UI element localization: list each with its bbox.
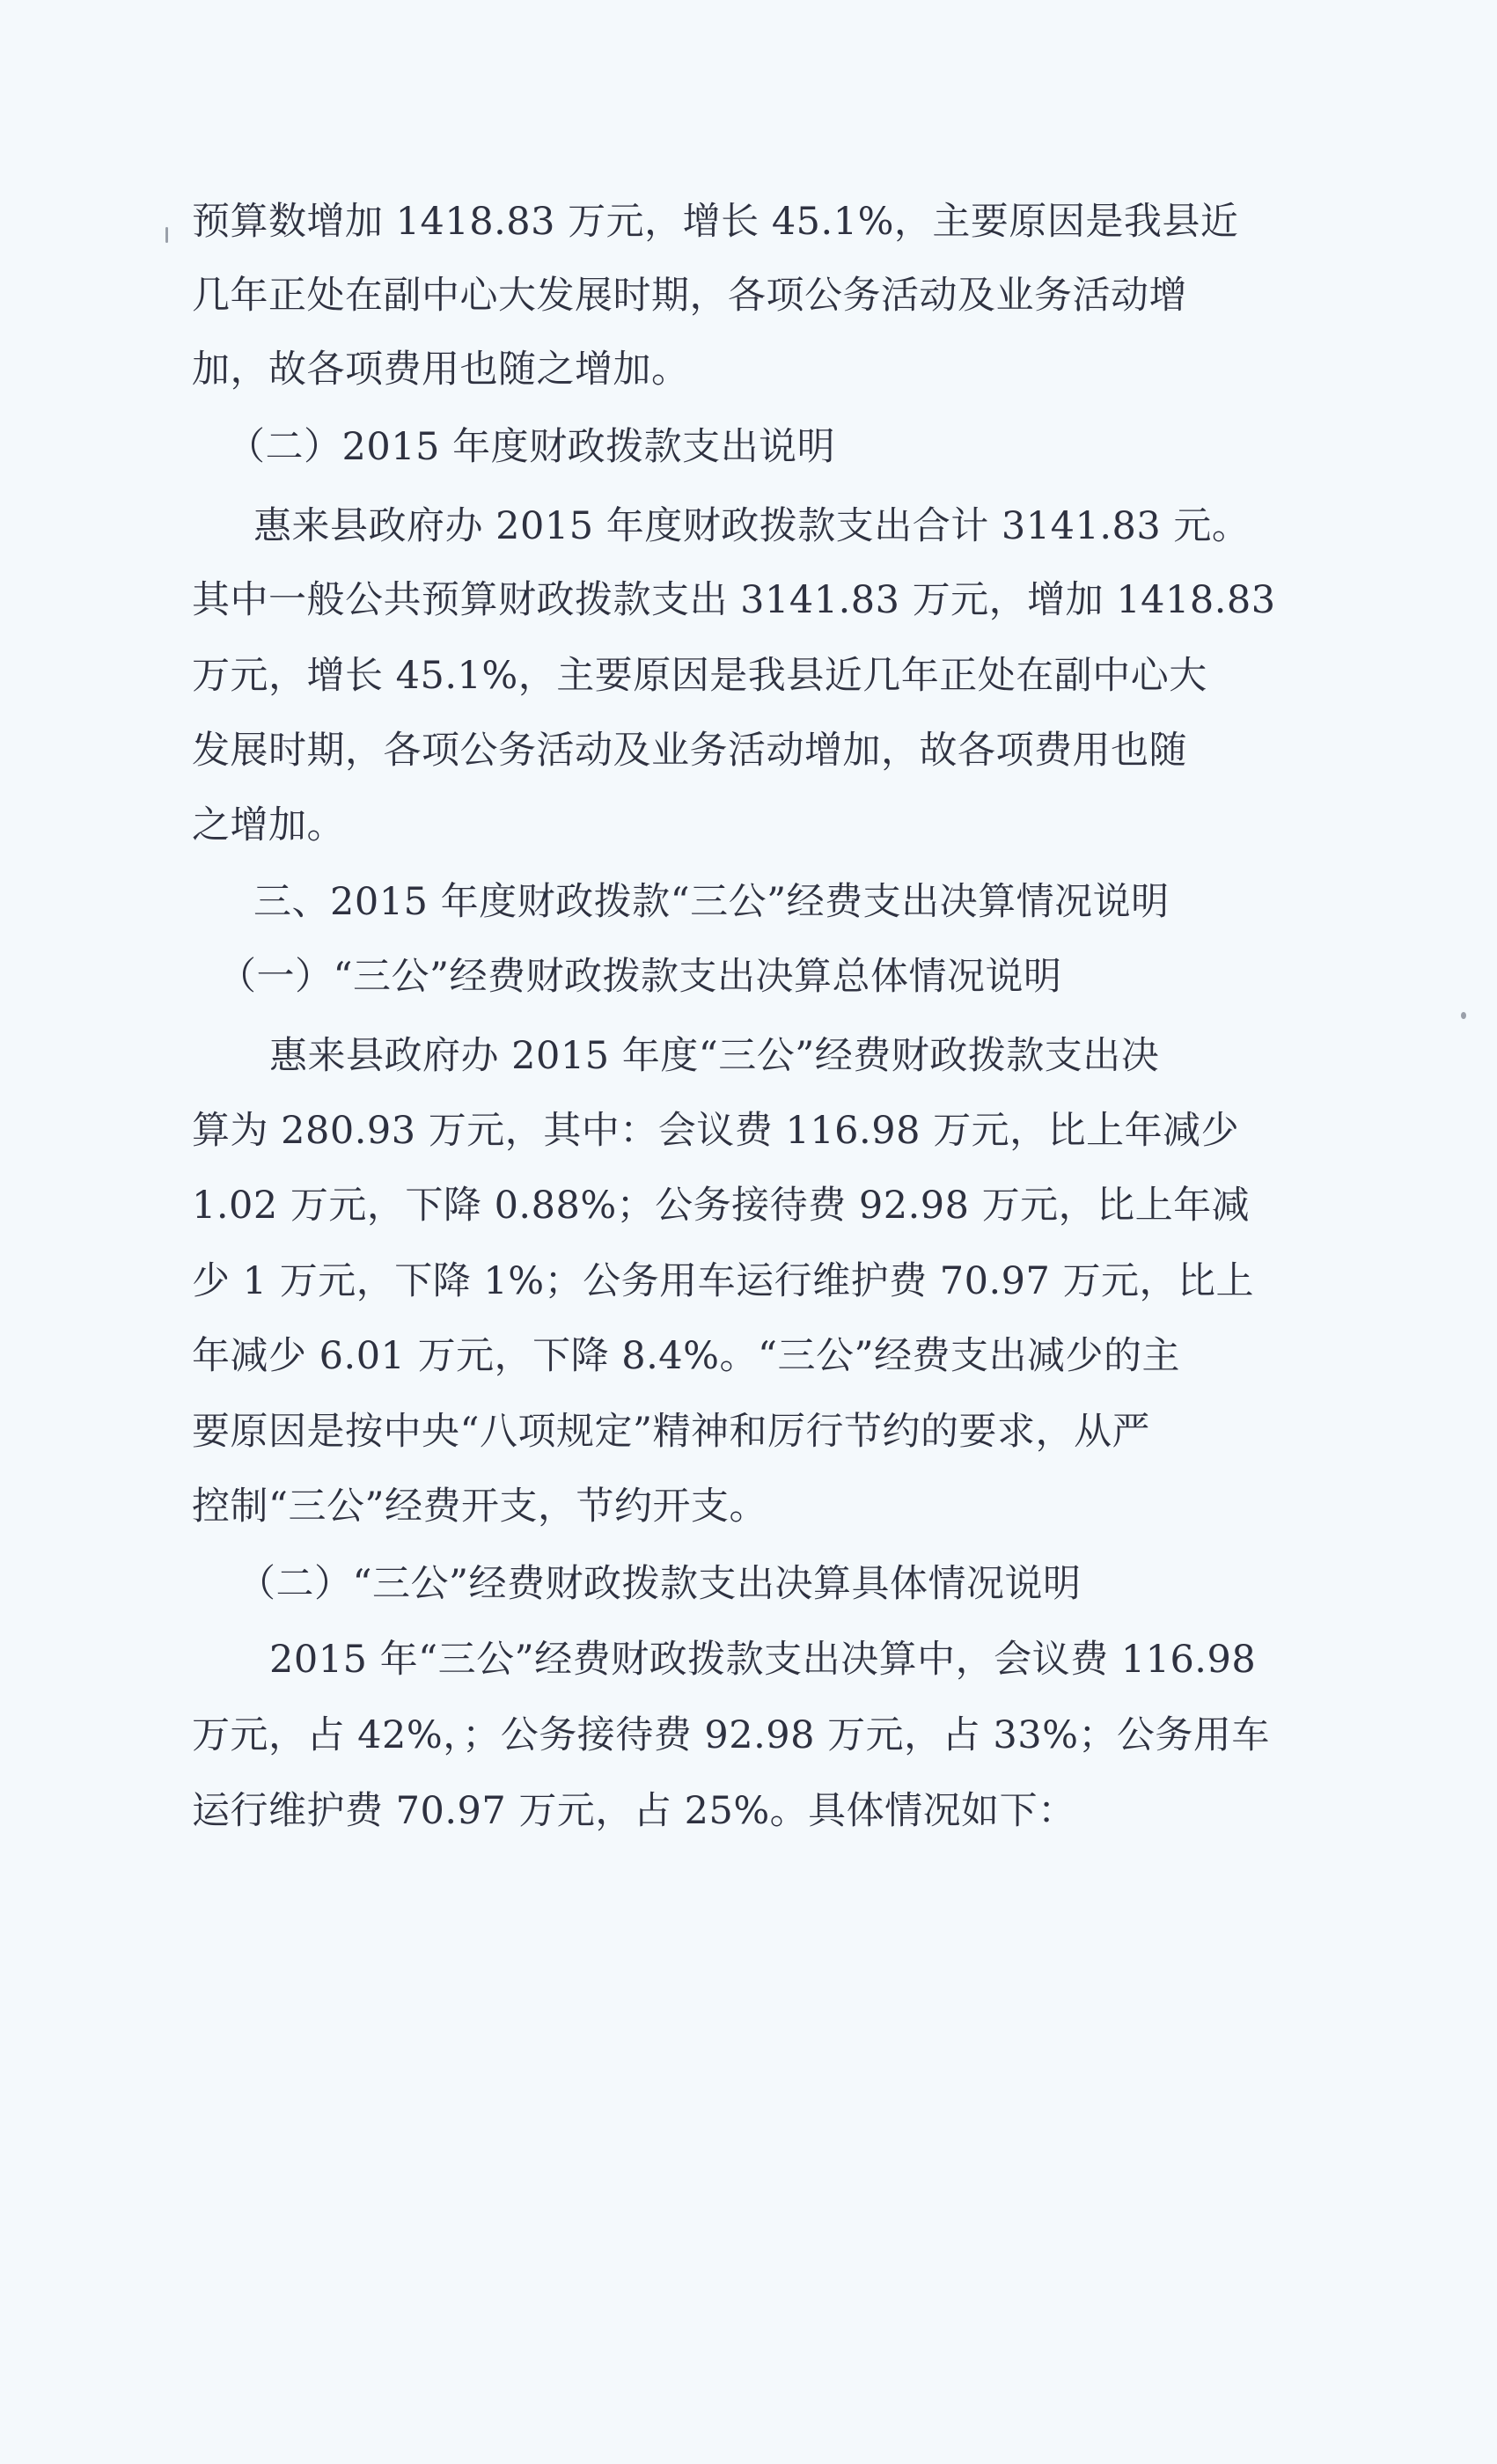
text-line-22: 运行维护费 70.97 万元，占 25%。具体情况如下：: [192, 1789, 1076, 1833]
text-line-17: 要原因是按中央“八项规定”精神和厉行节约的要求，从严: [192, 1410, 1150, 1454]
text-line-7: 万元，增长 45.1%，主要原因是我县近几年正处在副中心大: [192, 654, 1207, 698]
text-line-2: 几年正处在副中心大发展时期，各项公务活动及业务活动增: [192, 274, 1187, 318]
subsection-heading-overall: （一）“三公”经费财政拨款支出决算总体情况说明: [218, 955, 1062, 999]
text-line-15: 少 1 万元，下降 1%；公务用车运行维护费 70.97 万元，比上: [192, 1259, 1255, 1303]
section-heading-three-public: 三、2015 年度财政拨款“三公”经费支出决算情况说明: [253, 880, 1170, 924]
text-line-5: 惠来县政府办 2015 年度财政拨款支出合计 3141.83 元。: [253, 504, 1251, 548]
section-heading-financial-expenditure: （二）2015 年度财政拨款支出说明: [227, 425, 836, 469]
text-line-1: 预算数增加 1418.83 万元，增长 45.1%，主要原因是我县近: [192, 200, 1239, 244]
text-line-21: 万元，占 42%，；公务接待费 92.98 万元，占 33%；公务用车: [192, 1713, 1270, 1757]
text-line-8: 发展时期，各项公务活动及业务活动增加，故各项费用也随: [192, 729, 1187, 773]
subsection-heading-specific: （二）“三公”经费财政拨款支出决算具体情况说明: [238, 1562, 1082, 1606]
text-line-6: 其中一般公共预算财政拨款支出 3141.83 万元，增加 1418.83: [192, 578, 1276, 622]
text-line-12: 惠来县政府办 2015 年度“三公”经费财政拨款支出决: [269, 1034, 1160, 1078]
scan-speck: [165, 227, 168, 243]
text-line-13: 算为 280.93 万元，其中：会议费 116.98 万元，比上年减少: [192, 1109, 1240, 1153]
text-line-9: 之增加。: [192, 803, 345, 847]
text-line-18: 控制“三公”经费开支，节约开支。: [192, 1485, 767, 1529]
text-line-20: 2015 年“三公”经费财政拨款支出决算中，会议费 116.98: [269, 1638, 1257, 1682]
scan-speck: [1461, 1012, 1466, 1019]
text-line-16: 年减少 6.01 万元，下降 8.4%。“三公”经费支出减少的主: [192, 1334, 1180, 1378]
text-line-14: 1.02 万元，下降 0.88%；公务接待费 92.98 万元，比上年减: [192, 1184, 1251, 1228]
text-line-3: 加，故各项费用也随之增加。: [192, 348, 690, 392]
